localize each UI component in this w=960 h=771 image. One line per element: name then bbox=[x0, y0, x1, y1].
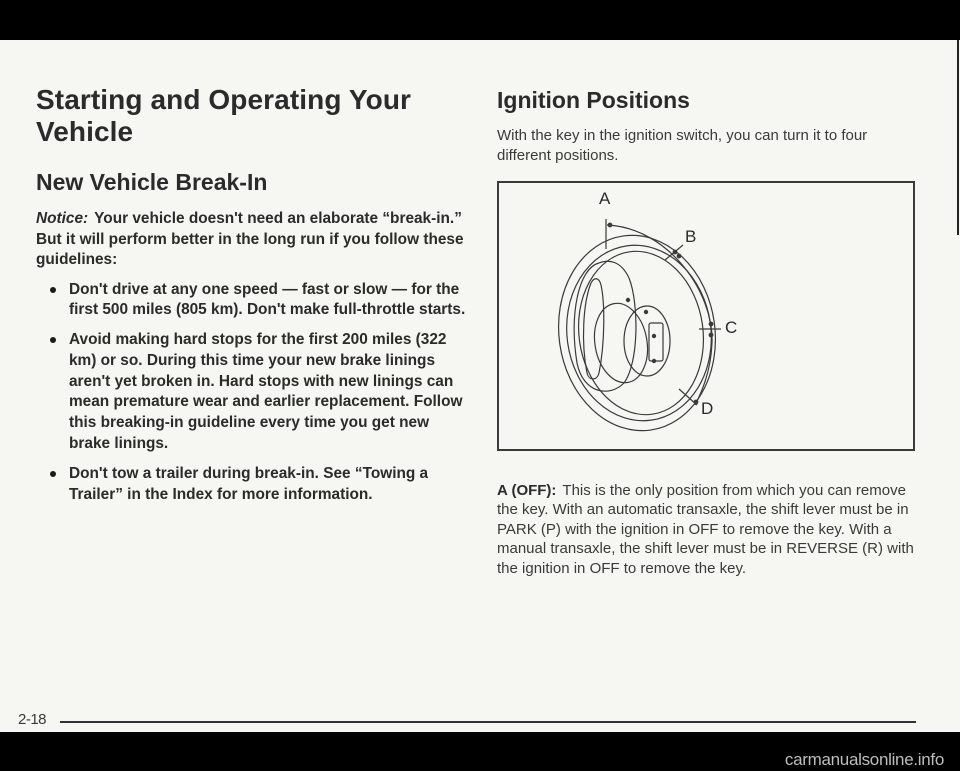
position-label-b: B bbox=[685, 227, 697, 246]
section-heading-ignition: Ignition Positions bbox=[497, 87, 690, 113]
ignition-diagram bbox=[497, 181, 915, 451]
footer-rule bbox=[60, 721, 916, 723]
position-a-description bbox=[497, 481, 917, 578]
position-label-d: D bbox=[701, 399, 714, 418]
notice-paragraph bbox=[36, 209, 466, 271]
bullet-icon bbox=[50, 471, 56, 477]
list-item-text: Don't drive at any one speed — fast or slow — for the first 500 miles (805 km). Don't make full-throttle starts. bbox=[69, 280, 466, 319]
right-column bbox=[497, 86, 917, 165]
ignition-intro: With the key in the ignition switch, you can turn it to four different positions. bbox=[497, 127, 868, 164]
position-label-a: A bbox=[599, 189, 611, 208]
section-heading-break-in: New Vehicle Break-In bbox=[36, 169, 268, 195]
page-title: Starting and Operating Your Vehicle bbox=[36, 84, 412, 147]
bullet-icon bbox=[50, 287, 56, 293]
page-edge-line bbox=[957, 40, 959, 235]
notice-label: Notice: bbox=[36, 210, 89, 227]
notice-text: Your vehicle doesn't need an elaborate “break-in.” But it will perform better in the long run if you follow these guidelines: bbox=[36, 210, 464, 268]
list-item bbox=[36, 464, 466, 506]
list-item-text: Avoid making hard stops for the first 200 miles (322 km) or so. During this time your new brake linings aren't yet broken in. Hard stops with new linings can mean premature wear and earlier replacement. Follow this breaking-in guideline every time you get new brake linings. bbox=[69, 331, 463, 453]
page-number: 2-18 bbox=[18, 711, 47, 728]
list-item bbox=[36, 280, 466, 322]
guideline-list bbox=[36, 280, 466, 506]
position-a-text: This is the only position from which you can remove the key. With an automatic transaxle, the shift lever must be in PARK (P) with the ignition in OFF to remove the key. With a manual transaxle, the shift lever must be in REVERSE (R) with the ignition in OFF to remove the key. bbox=[497, 482, 914, 577]
top-black-band bbox=[0, 0, 960, 40]
list-item-text: Don't tow a trailer during break-in. See “Towing a Trailer” in the Index for more information. bbox=[69, 464, 429, 503]
position-a-term: A (OFF): bbox=[497, 482, 557, 499]
watermark: carmanualsonline.info bbox=[784, 750, 944, 769]
list-item bbox=[36, 330, 466, 455]
bullet-icon bbox=[50, 337, 56, 343]
left-column bbox=[36, 84, 466, 514]
position-label-c: C bbox=[725, 318, 738, 337]
